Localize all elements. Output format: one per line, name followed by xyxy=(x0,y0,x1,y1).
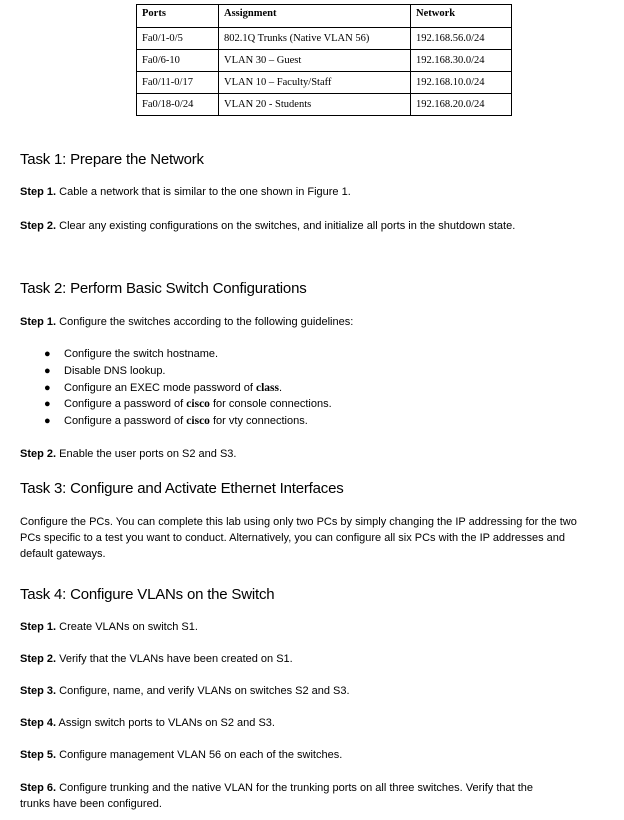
step-text: Create VLANs on switch S1. xyxy=(56,621,198,633)
task4-heading: Task 4: Configure VLANs on the Switch xyxy=(20,586,275,603)
guidelines-list xyxy=(44,346,332,430)
step-text: Cable a network that is similar to the one shown in Figure 1. xyxy=(56,186,351,198)
step-label: Step 4. xyxy=(20,717,57,729)
step-text: Configure trunking and the native VLAN for the trunking ports on all three switches. Verify that the trunks have been configured. xyxy=(20,782,534,810)
password-value: cisco xyxy=(186,398,210,411)
step-text: Clear any existing configurations on the switches, and initialize all ports in the shutdown state. xyxy=(56,220,516,232)
task4-step5 xyxy=(20,747,580,763)
bullet-icon: ● xyxy=(44,364,51,377)
task2-step1 xyxy=(20,314,580,330)
table-cell: Fa0/11-0/17 xyxy=(137,72,219,94)
task4-step1 xyxy=(20,619,580,635)
task3-body: Configure the PCs. You can complete this lab using only two PCs by simply changing the IP addressing for the two PCs specific to a test you want to conduct. Alternatively, you can configure all six PCs with the IP addresses and default gateways. xyxy=(20,516,577,560)
task3-heading: Task 3: Configure and Activate Ethernet Interfaces xyxy=(20,480,344,497)
vlan-assignment-table xyxy=(136,4,512,116)
list-item xyxy=(44,396,332,413)
table-header-row xyxy=(137,5,512,28)
step-label: Step 1. xyxy=(20,316,57,328)
table-cell: 192.168.10.0/24 xyxy=(411,72,512,94)
bullet-icon: ● xyxy=(44,348,51,360)
list-item-text: Configure a password of xyxy=(64,398,187,411)
table-cell: 192.168.20.0/24 xyxy=(411,94,512,116)
table-cell: 802.1Q Trunks (Native VLAN 56) xyxy=(219,28,411,50)
step-label: Step 2. xyxy=(20,220,57,232)
step-text: Configure management VLAN 56 on each of the switches. xyxy=(56,749,343,761)
step-text: Enable the user ports on S2 and S3. xyxy=(56,448,237,460)
step-label: Step 2. xyxy=(20,448,57,460)
list-item-text: Disable DNS lookup. xyxy=(64,364,166,377)
task2-step2 xyxy=(20,446,580,462)
column-header-assignment: Assignment xyxy=(219,5,411,28)
table-row xyxy=(137,72,512,94)
table-cell: VLAN 20 - Students xyxy=(219,94,411,116)
task2-heading: Task 2: Perform Basic Switch Configurations xyxy=(20,280,307,297)
table-cell: VLAN 10 – Faculty/Staff xyxy=(219,72,411,94)
step-text: Verify that the VLANs have been created on S1. xyxy=(56,653,293,665)
step-label: Step 5. xyxy=(20,749,57,761)
password-value: class xyxy=(256,381,279,394)
step-label: Step 3. xyxy=(20,685,57,697)
table-cell: Fa0/6-10 xyxy=(137,50,219,72)
table-cell: Fa0/18-0/24 xyxy=(137,94,219,116)
step-label: Step 6. xyxy=(20,782,57,794)
step-text: Configure the switches according to the following guidelines: xyxy=(56,316,354,328)
bullet-icon: ● xyxy=(44,415,51,428)
password-value: cisco xyxy=(186,415,210,428)
list-item-text: for vty connections. xyxy=(209,415,308,428)
list-item-text: for console connections. xyxy=(209,398,332,411)
table-row xyxy=(137,94,512,116)
task4-step3 xyxy=(20,683,580,699)
column-header-ports: Ports xyxy=(137,5,219,28)
task4-step2 xyxy=(20,651,580,667)
step-label: Step 2. xyxy=(20,653,57,665)
table-cell: VLAN 30 – Guest xyxy=(219,50,411,72)
list-item xyxy=(44,363,332,380)
list-item xyxy=(44,413,332,430)
task1-step2 xyxy=(20,218,580,234)
task4-step4 xyxy=(20,715,580,731)
table-row xyxy=(137,28,512,50)
step-label: Step 1. xyxy=(20,621,57,633)
task1-heading: Task 1: Prepare the Network xyxy=(20,151,204,168)
list-item-text: Configure an EXEC mode password of xyxy=(64,381,256,394)
list-item-text: . xyxy=(279,381,283,394)
table-row xyxy=(137,50,512,72)
step-text: Assign switch ports to VLANs on S2 and S3. xyxy=(56,717,275,729)
task4-step6 xyxy=(20,780,540,812)
table-cell: 192.168.56.0/24 xyxy=(411,28,512,50)
list-item-text: Configure the switch hostname. xyxy=(64,348,219,360)
list-item xyxy=(44,380,332,397)
column-header-network: Network xyxy=(411,5,512,28)
list-item-text: Configure a password of xyxy=(64,415,187,428)
table-cell: 192.168.30.0/24 xyxy=(411,50,512,72)
bullet-icon: ● xyxy=(44,381,51,394)
step-label: Step 1. xyxy=(20,186,57,198)
step-text: Configure, name, and verify VLANs on switches S2 and S3. xyxy=(56,685,350,697)
list-item xyxy=(44,346,332,363)
task1-step1 xyxy=(20,184,580,200)
table-cell: Fa0/1-0/5 xyxy=(137,28,219,50)
bullet-icon: ● xyxy=(44,398,51,411)
